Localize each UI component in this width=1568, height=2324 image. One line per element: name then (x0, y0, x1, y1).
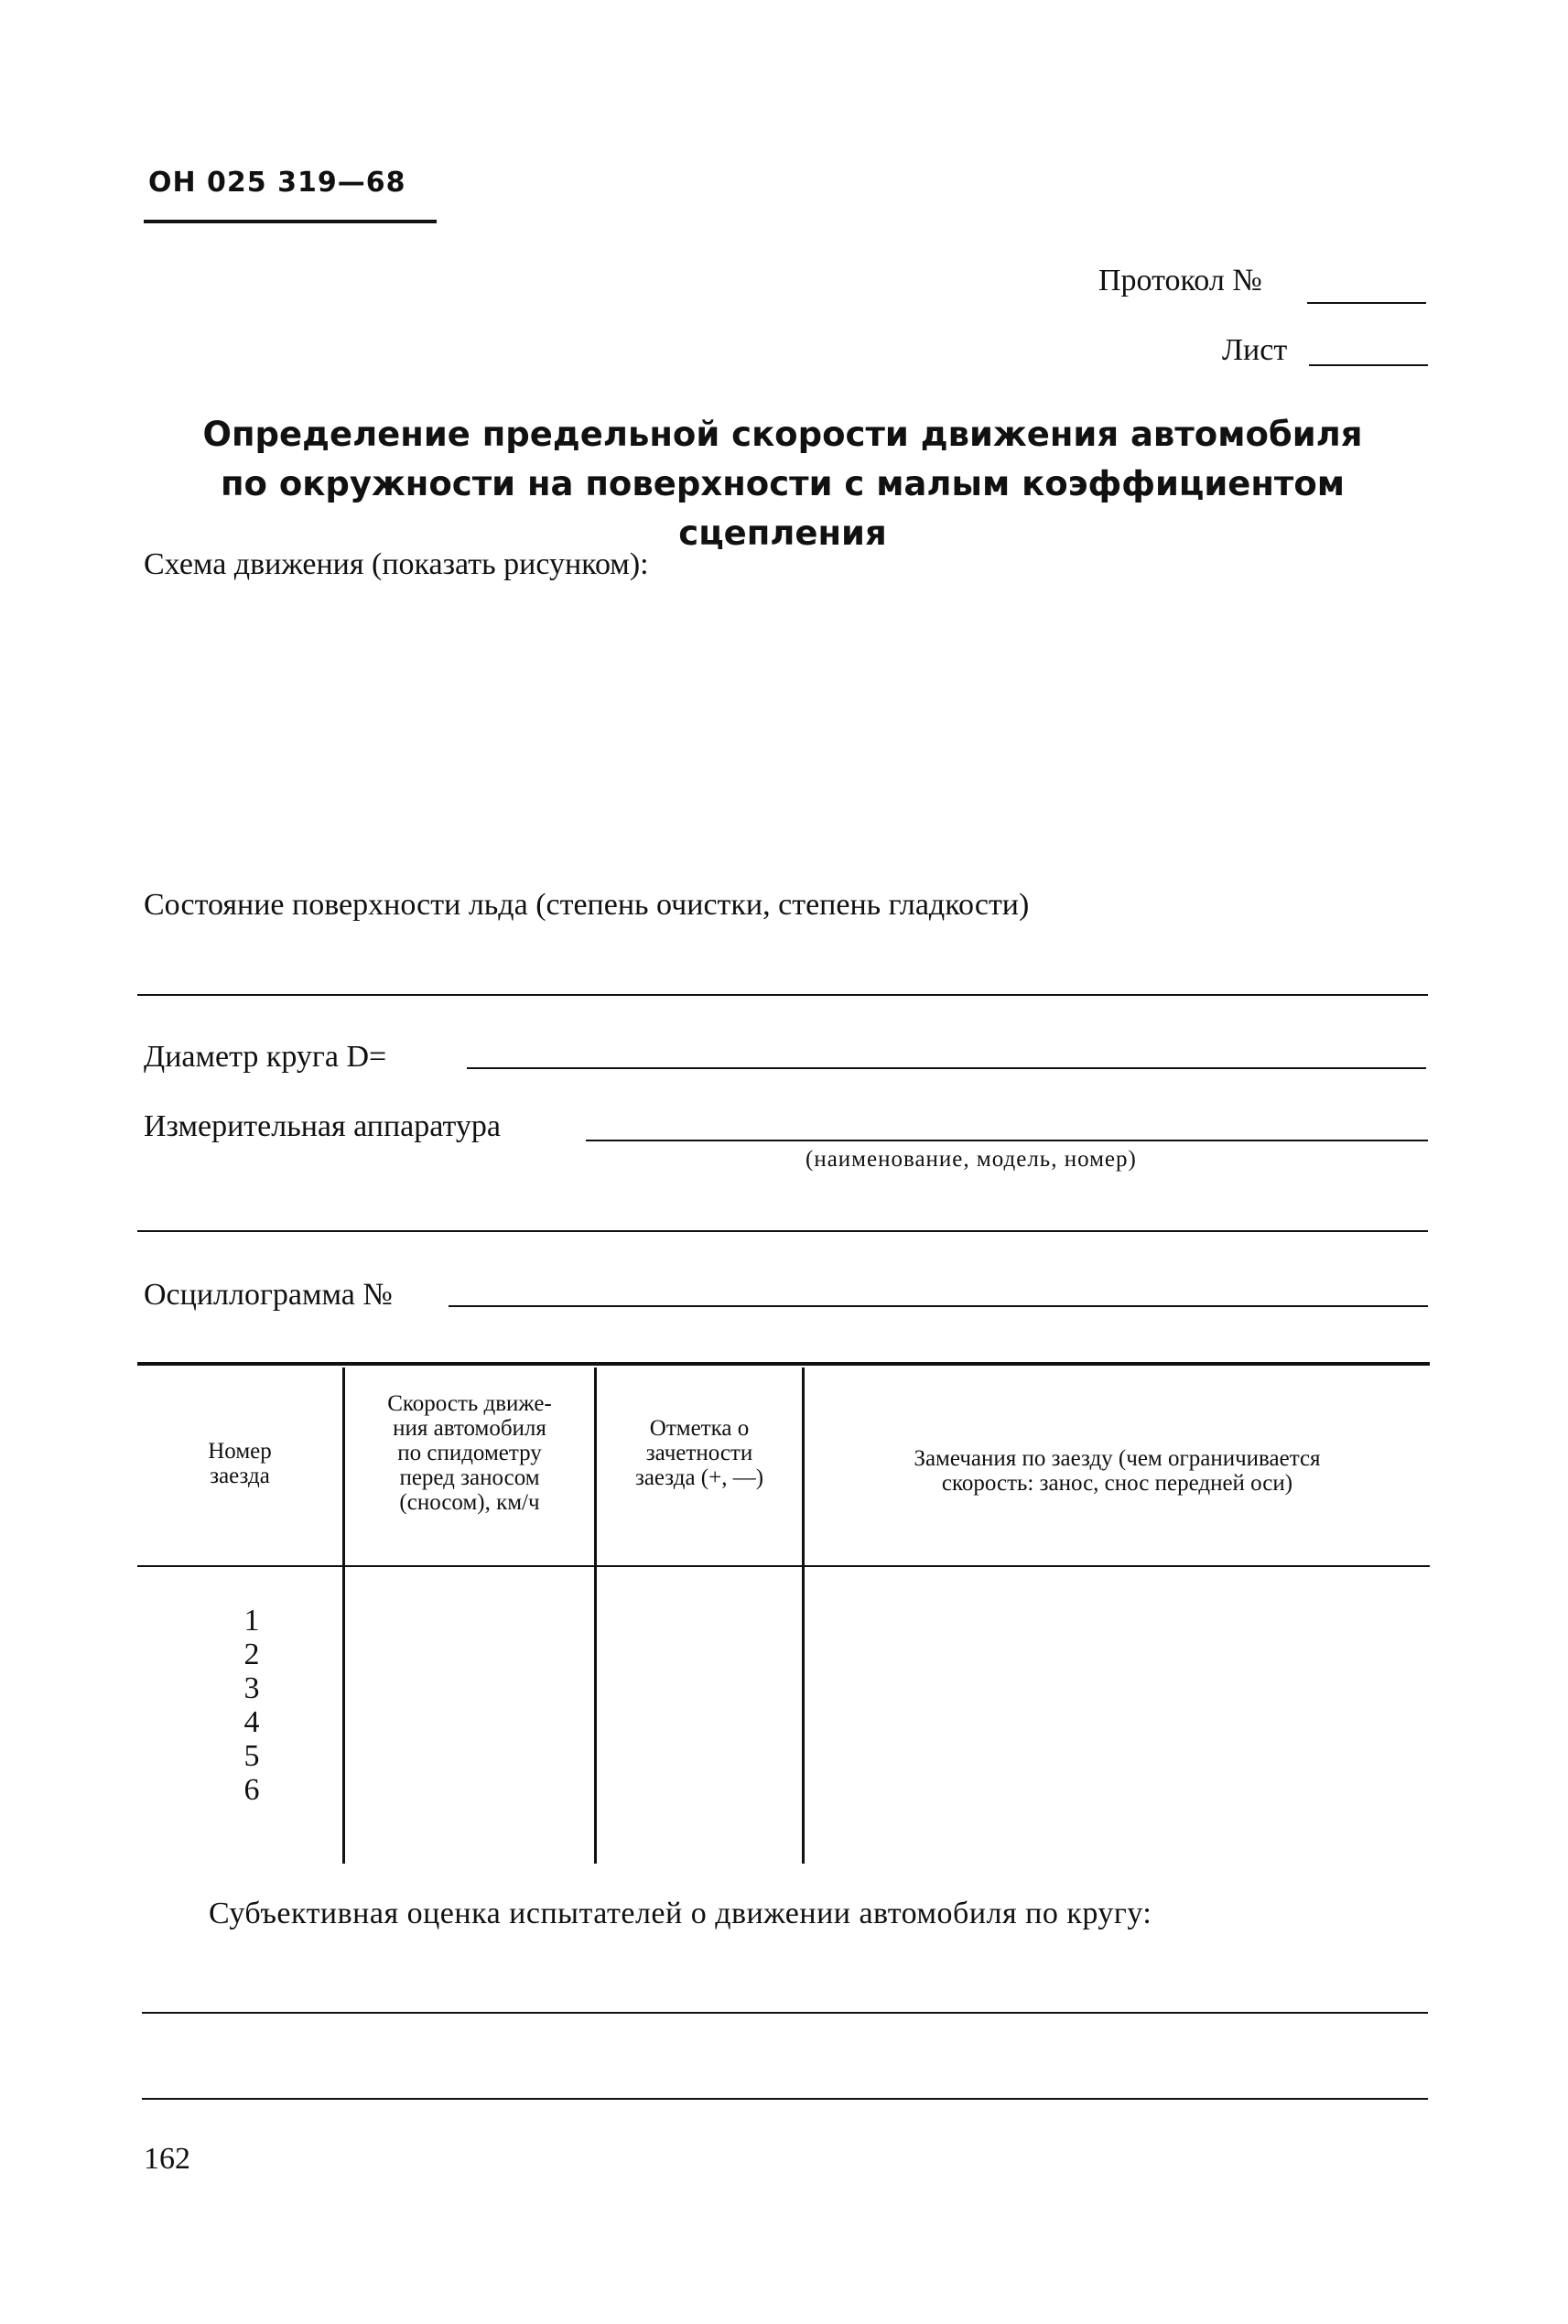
header-line: (сносом), км/ч (399, 1490, 540, 1515)
run-number: 5 (243, 1739, 260, 1773)
header-line: Отметка о (649, 1416, 750, 1441)
sheet-number-field[interactable] (1309, 364, 1428, 366)
header-mark (597, 1416, 802, 1490)
equipment-caption: (наименование, модель, номер) (806, 1147, 1137, 1172)
title-line-1: Определение предельной скорости движения автомобиля (202, 415, 1363, 454)
header-underline (144, 220, 437, 223)
scheme-label: Схема движения (показать рисунком): (144, 547, 649, 581)
subjective-label: Субъективная оценка испытателей о движении автомобиля по кругу: (209, 1897, 1152, 1930)
header-line: перед заносом (399, 1465, 540, 1490)
oscillogram-label: Осциллограмма № (144, 1278, 393, 1312)
header-line: скорость: занос, снос передней оси) (941, 1471, 1293, 1496)
table-header-rule (137, 1565, 1430, 1567)
equipment-label: Измерительная аппаратура (144, 1109, 501, 1143)
run-number: 6 (243, 1773, 260, 1807)
title-line-2: по окружности на поверхности с малым коэффициентом сцепления (220, 464, 1346, 553)
header-line: Замечания по заезду (чем ограничивается (914, 1446, 1321, 1471)
header-line: заезда (+, —) (634, 1465, 764, 1490)
protocol-label: Протокол № (1098, 264, 1262, 297)
page-number: 162 (144, 2142, 190, 2176)
ice-state-label: Состояние поверхности льда (степень очистки, степень гладкости) (144, 888, 1030, 922)
header-line: ния автомобиля (393, 1416, 546, 1441)
subjective-field-line-1[interactable] (142, 2012, 1428, 2014)
run-number: 2 (243, 1638, 260, 1671)
header-speed (345, 1391, 594, 1515)
header-line: по спидометру (397, 1441, 542, 1465)
run-number: 4 (243, 1705, 260, 1739)
run-number: 1 (243, 1604, 260, 1638)
header-run-number (137, 1439, 342, 1488)
run-number: 3 (243, 1671, 260, 1705)
ice-state-field[interactable] (137, 994, 1428, 996)
protocol-number-field[interactable] (1307, 302, 1426, 304)
oscillogram-field[interactable] (449, 1305, 1428, 1307)
run-numbers (211, 1604, 293, 1807)
table-top-rule (137, 1362, 1430, 1366)
page-title (119, 410, 1446, 558)
diameter-field[interactable] (467, 1067, 1426, 1069)
equipment-field-continuation[interactable] (137, 1230, 1428, 1232)
sheet-label: Лист (1222, 333, 1288, 367)
table-column-divider (802, 1367, 805, 1864)
header-remarks (805, 1446, 1430, 1496)
header-line: Номер (208, 1439, 272, 1464)
diameter-label: Диаметр круга D= (144, 1040, 387, 1074)
header-line: зачетности (645, 1441, 753, 1465)
subjective-field-line-2[interactable] (142, 2098, 1428, 2100)
document-code: ОН 025 319—68 (148, 167, 406, 199)
header-line: заезда (210, 1464, 270, 1488)
equipment-field[interactable] (586, 1140, 1428, 1141)
header-line: Скорость движе- (387, 1391, 552, 1416)
scheme-drawing-area[interactable] (144, 595, 1425, 870)
